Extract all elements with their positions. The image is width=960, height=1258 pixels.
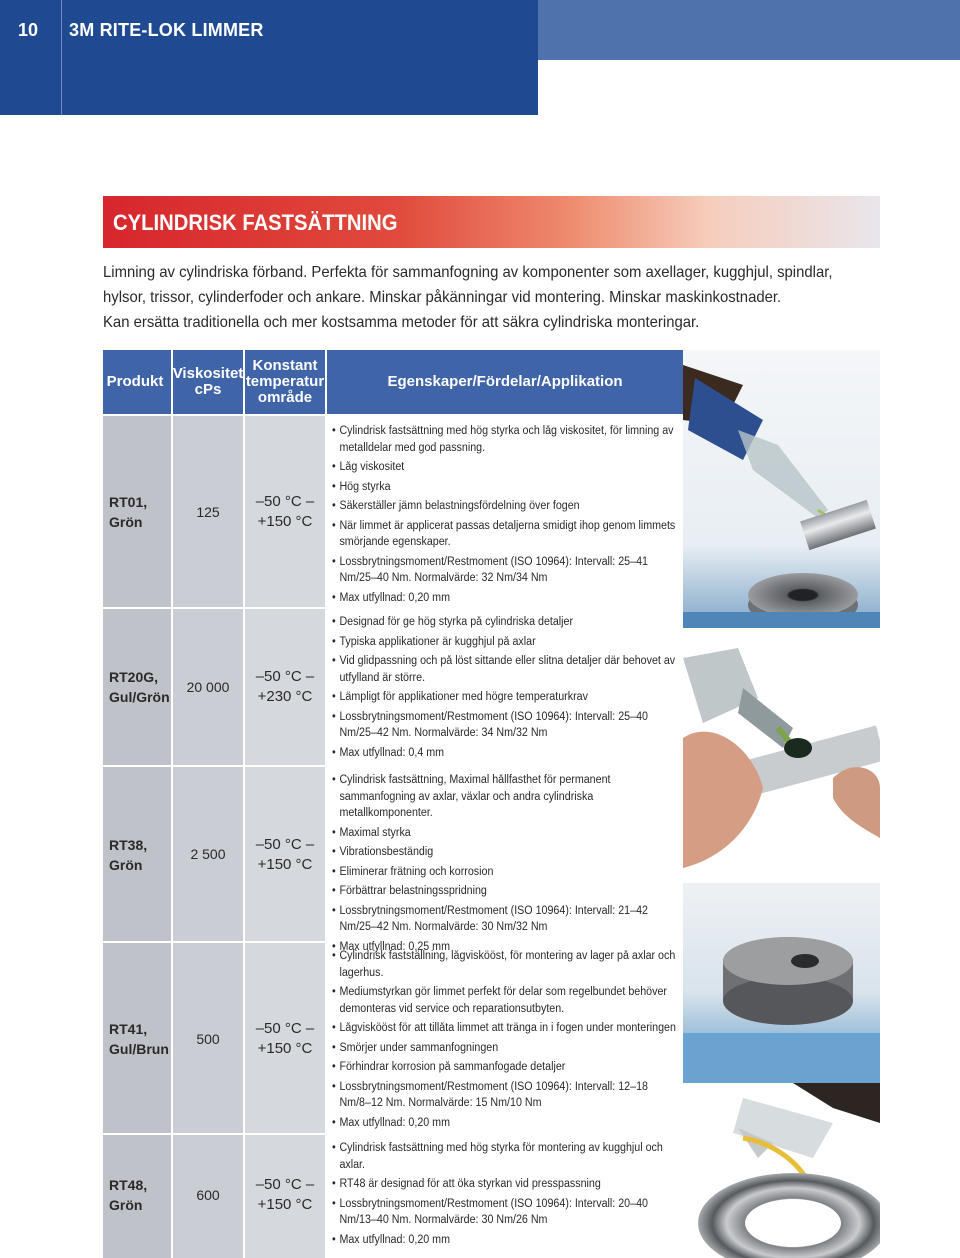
product-name	[109, 1019, 169, 1059]
list-item: • När limmet är applicerat passas detaljerna smidigt ihop genom limmets smörjande egenskaper.	[332, 518, 676, 551]
section-title: CYLINDRISK FASTSÄTTNING	[113, 210, 398, 235]
header-temperature	[245, 350, 325, 414]
list-item: • Lossbrytningsmoment/Restmoment (ISO 10964): Intervall: 12–18 Nm/8–12 Nm. Normalvärde: 15 Nm/10 Nm	[332, 1079, 676, 1112]
product-cell	[103, 1135, 171, 1258]
list-item: • Vid glidpassning och på löst sittande eller slitna detaljer där behovet av utfylland är större.	[332, 653, 676, 686]
header-viscosity-line: cPs	[194, 381, 222, 398]
photo-rt41-image	[683, 1083, 880, 1258]
product-color: Gul/Grön	[109, 689, 170, 705]
temperature-min: –50 °C –	[255, 836, 315, 853]
temperature-max: +150 °C	[257, 856, 313, 873]
list-item: • Eliminerar frätning och korrosion	[332, 864, 676, 881]
temperature-range	[245, 1175, 325, 1215]
viscosity-value: 500	[196, 1031, 220, 1047]
photo-rt01-image	[683, 350, 880, 628]
list-item: • Cylindrisk fastsättning med hög styrka och låg viskositet, för limning av metalldelar med god passning.	[332, 423, 676, 456]
temperature-range	[245, 492, 325, 532]
viscosity-cell	[173, 767, 243, 941]
list-item: • Max utfyllnad: 0,20 mm	[332, 1232, 676, 1249]
photo-rt20g-image	[683, 628, 880, 883]
product-color: Grön	[109, 514, 143, 530]
intro-line: hylsor, trissor, cylinderfoder och ankare. Minskar påkänningar vid montering. Minskar maskinkostnader.	[103, 289, 782, 306]
list-item: • Låg viskositet	[332, 459, 676, 476]
list-item: • Max utfyllnad: 0,25 mm	[332, 939, 676, 956]
product-photos	[683, 350, 880, 1258]
temperature-cell	[245, 943, 325, 1133]
temperature-max: +230 °C	[257, 688, 313, 705]
header-product: Produkt	[106, 373, 164, 390]
temperature-range	[245, 667, 325, 707]
list-item: • Typiska applikationer är kugghjul på axlar	[332, 634, 676, 651]
header-divider	[61, 0, 62, 115]
header-band-light	[538, 0, 960, 60]
product-code: RT01,	[109, 494, 148, 510]
product-cell	[103, 943, 171, 1133]
product-code: RT48,	[109, 1177, 148, 1193]
product-name	[109, 835, 147, 875]
product-color: Grön	[109, 1197, 143, 1213]
viscosity-cell	[173, 609, 243, 765]
temperature-cell	[245, 416, 325, 607]
list-item: • Säkerställer jämn belastningsfördelning över fogen	[332, 498, 676, 515]
product-code: RT20G,	[109, 669, 159, 685]
temperature-max: +150 °C	[257, 1196, 313, 1213]
list-item: • Lossbrytningsmoment/Restmoment (ISO 10964): Intervall: 21–42 Nm/25–42 Nm. Normalvärde: 30 Nm/32 Nm	[332, 903, 676, 936]
list-item: • Cylindrisk fastsättning med hög styrka för montering av kugghjul och axlar.	[332, 1140, 676, 1173]
header-temperature-line: Konstant	[252, 357, 318, 374]
product-cell	[103, 609, 171, 765]
list-item: • RT48 är designad för att öka styrkan vid presspassning	[332, 1176, 676, 1193]
list-item: • Lämpligt för applikationer med högre temperaturkrav	[332, 689, 676, 706]
list-item: • Lossbrytningsmoment/Restmoment (ISO 10964): Intervall: 25–40 Nm/25–42 Nm. Normalvärde: 34 Nm/32 Nm	[332, 709, 676, 742]
photo-rt20g	[683, 628, 880, 883]
list-item: • Cylindrisk fastställning, lågviskööst, för montering av lager på axlar och lagerhus.	[332, 948, 676, 981]
temperature-min: –50 °C –	[255, 1176, 315, 1193]
list-item: • Cylindrisk fastsättning, Maximal hållfasthet för permanent sammanfogning av axlar, växlar och andra cylindriska metallkomponenter.	[332, 772, 676, 822]
list-item: • Maximal styrka	[332, 825, 676, 842]
properties-list	[332, 614, 692, 764]
running-title: 3M RITE-LOK LIMMER	[69, 20, 264, 40]
list-item: • Lossbrytningsmoment/Restmoment (ISO 10964): Intervall: 25–41 Nm/25–40 Nm. Normalvärde: 32 Nm/34 Nm	[332, 554, 676, 587]
product-color: Gul/Brun	[109, 1041, 169, 1057]
list-item: • Mediumstyrkan gör limmet perfekt för delar som regelbundet behöver demonteras vid service och reparationsutbyten.	[332, 984, 676, 1017]
temperature-min: –50 °C –	[255, 493, 315, 510]
properties-list	[332, 772, 692, 958]
table-row	[103, 943, 683, 1133]
intro-line: Kan ersätta traditionella och mer kostsamma metoder för att säkra cylindriska monteringar.	[103, 314, 700, 331]
list-item: • Lågviskööst för att tillåta limmet att tränga in i fogen under monteringen	[332, 1020, 676, 1037]
properties-list	[332, 1140, 692, 1251]
table-header	[103, 350, 683, 414]
temperature-min: –50 °C –	[255, 668, 315, 685]
list-item: • Smörjer under sammanfogningen	[332, 1040, 676, 1057]
product-cell	[103, 416, 171, 607]
header-band	[0, 0, 538, 115]
table-row	[103, 767, 683, 953]
viscosity-cell	[173, 416, 243, 607]
list-item: • Max utfyllnad: 0,20 mm	[332, 1115, 676, 1132]
intro-paragraph	[103, 260, 847, 335]
header-viscosity	[173, 350, 243, 414]
temperature-min: –50 °C –	[255, 1020, 315, 1037]
table-row	[103, 609, 683, 765]
photo-rt41	[683, 1083, 880, 1258]
temperature-cell	[245, 1135, 325, 1258]
list-item: • Förbättrar belastningsspridning	[332, 883, 676, 900]
viscosity-value: 600	[196, 1187, 220, 1203]
temperature-range	[245, 1019, 325, 1059]
product-color: Grön	[109, 857, 143, 873]
header-temperature-line: område	[257, 389, 313, 406]
viscosity-cell	[173, 1135, 243, 1258]
list-item: • Vibrationsbeständig	[332, 844, 676, 861]
table-row	[103, 416, 683, 607]
product-name	[109, 1175, 147, 1215]
photo-rt38-image	[683, 883, 880, 1083]
page-number: 10	[18, 20, 39, 40]
list-item: • Hög styrka	[332, 479, 676, 496]
header-temperature-line: temperatur	[245, 373, 325, 390]
product-name	[109, 667, 170, 707]
product-code: RT41,	[109, 1021, 148, 1037]
temperature-max: +150 °C	[257, 1040, 313, 1057]
list-item: • Lossbrytningsmoment/Restmoment (ISO 10964): Intervall: 20–40 Nm/13–40 Nm. Normalvärde: 30 Nm/26 Nm	[332, 1196, 676, 1229]
table-row	[103, 1135, 683, 1258]
photo-rt01	[683, 350, 880, 628]
list-item: • Förhindrar korrosion på sammanfogade detaljer	[332, 1059, 676, 1076]
header-properties: Egenskaper/Fördelar/Applikation	[387, 373, 623, 390]
list-item: • Designad för ge hög styrka på cylindriska detaljer	[332, 614, 676, 631]
properties-list	[332, 423, 692, 609]
product-cell	[103, 767, 171, 941]
intro-line: Limning av cylindriska förband. Perfekta för sammanfogning av komponenter som axellager, kugghjul, spindlar,	[103, 264, 833, 281]
temperature-cell	[245, 609, 325, 765]
temperature-max: +150 °C	[257, 513, 313, 530]
temperature-range	[245, 835, 325, 875]
properties-list	[332, 948, 692, 1134]
viscosity-value: 20 000	[186, 679, 230, 695]
list-item: • Max utfyllnad: 0,4 mm	[332, 745, 676, 762]
product-code: RT38,	[109, 837, 148, 853]
temperature-cell	[245, 767, 325, 941]
photo-rt38	[683, 883, 880, 1083]
list-item: • Max utfyllnad: 0,20 mm	[332, 590, 676, 607]
product-name	[109, 492, 147, 532]
header-viscosity-line: Viskositet	[172, 365, 244, 382]
viscosity-cell	[173, 943, 243, 1133]
section-banner	[103, 196, 880, 248]
viscosity-value: 2 500	[190, 846, 226, 862]
viscosity-value: 125	[196, 504, 220, 520]
